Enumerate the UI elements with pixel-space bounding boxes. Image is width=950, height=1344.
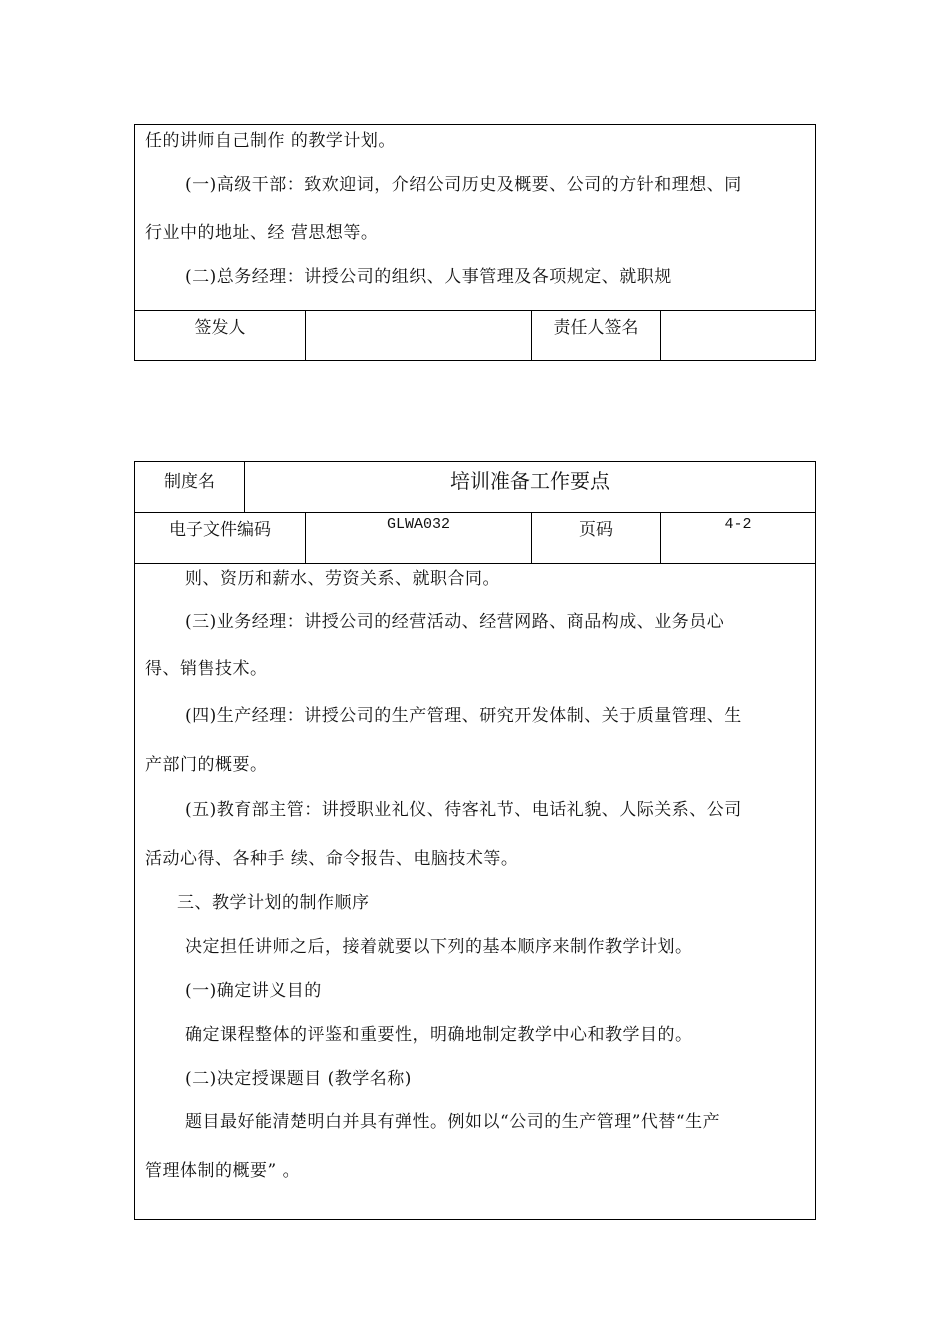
text-line: 活动心得、各种手 续、命令报告、电脑技术等。 <box>145 849 519 869</box>
text-line: (一)高级干部：致欢迎词，介绍公司历史及概要、公司的方针和理想、同 <box>185 175 742 195</box>
text-line: (四)生产经理：讲授公司的生产管理、研究开发体制、关于质量管理、生 <box>185 706 742 726</box>
divider <box>135 563 815 564</box>
text-line: 得、销售技术。 <box>145 659 268 679</box>
signer-label: 签发人 <box>194 318 246 338</box>
text-line: 管理体制的概要” 。 <box>145 1161 301 1181</box>
text-line: (一)确定讲义目的 <box>185 981 322 1001</box>
section-heading: 三、教学计划的制作顺序 <box>177 893 370 913</box>
text-line: (五)教育部主管：讲授职业礼仪、待客礼节、电话礼貌、人际关系、公司 <box>185 800 742 820</box>
text-line: 任的讲师自己制作 的教学计划。 <box>145 131 396 151</box>
responsible-signature-label: 责任人签名 <box>553 318 639 338</box>
text-line: (二)总务经理：讲授公司的组织、人事管理及各项规定、就职规 <box>185 267 672 287</box>
page-number-value: 4-2 <box>724 516 752 533</box>
divider <box>305 310 306 360</box>
divider <box>135 512 815 513</box>
file-code-value: GLWA032 <box>386 516 450 533</box>
divider <box>135 310 815 311</box>
text-line: 行业中的地址、经 营思想等。 <box>145 223 379 243</box>
text-line: 题目最好能清楚明白并具有弹性。例如以“公司的生产管理”代替“生产 <box>185 1112 721 1132</box>
continuation-box <box>134 124 816 361</box>
file-code-label: 电子文件编码 <box>169 520 271 540</box>
page-number-label: 页码 <box>579 520 613 540</box>
text-line: 则、资历和薪水、劳资关系、就职合同。 <box>185 569 500 589</box>
text-line: 决定担任讲师之后，接着就要以下列的基本顺序来制作教学计划。 <box>185 937 693 957</box>
text-line: 产部门的概要。 <box>145 755 268 775</box>
divider <box>660 310 661 360</box>
text-line: (三)业务经理：讲授公司的经营活动、经营网路、商品构成、业务员心 <box>185 612 725 632</box>
text-line: 确定课程整体的评鉴和重要性，明确地制定教学中心和教学目的。 <box>185 1025 693 1045</box>
text-line: (二)决定授课题目 (教学名称) <box>185 1069 412 1089</box>
regulation-name-label: 制度名 <box>164 472 215 492</box>
document-box <box>134 461 816 1220</box>
document-title: 培训准备工作要点 <box>450 469 610 493</box>
